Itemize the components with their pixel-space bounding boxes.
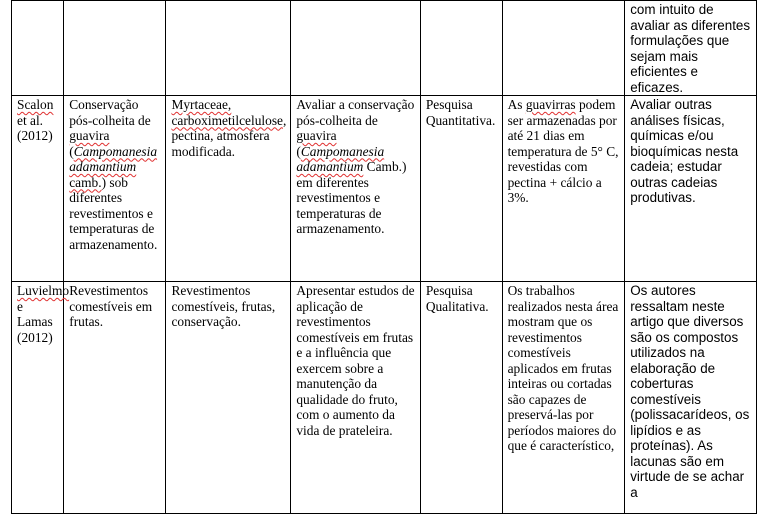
author-year: (2012) xyxy=(17,128,53,143)
table-row xyxy=(12,1,757,96)
objective-text-b: ( xyxy=(296,143,301,159)
cell-results xyxy=(502,1,625,96)
author-name: Scalon xyxy=(17,97,54,112)
cell-objective: Apresentar estudos de aplicação de revestimentos comestíveis em frutas e a influência que exercem sobre a manutenção da qualidade do fruto, com o aumento da vida de prateleira. xyxy=(291,282,420,514)
cell-title: Revestimentos comestíveis em frutas. xyxy=(64,282,166,514)
cell-keywords: Revestimentos comestíveis, frutas, conservação. xyxy=(166,282,291,514)
author-name: Luvielmo xyxy=(17,283,70,298)
keywords-rest: , pectina, atmosfera modificada. xyxy=(171,112,287,159)
cell-author xyxy=(12,282,70,514)
cell-keywords xyxy=(166,1,291,96)
cell-keywords xyxy=(166,96,291,282)
table-row xyxy=(12,96,757,282)
cell-title xyxy=(64,96,166,282)
title-text-a: Conservação pós-colheita de xyxy=(69,97,151,128)
title-word-camb: camb. xyxy=(69,174,102,190)
results-word-guavirras: guavirras xyxy=(525,97,576,112)
cell-objective xyxy=(291,96,420,282)
objective-text-a: Avaliar a conservação pós-colheita de xyxy=(296,97,415,128)
title-text-d: ) sob diferentes revestimentos e temperaturas de armazenamento. xyxy=(69,174,158,252)
objective-word-guavira: guavira xyxy=(296,128,337,143)
literature-table xyxy=(11,0,757,514)
cell-results: Os trabalhos realizados nesta área mostram que os revestimentos comestíveis aplicados em frutas inteiras ou cortadas são capazes de preservá-las por períodos maiores do que é característico, xyxy=(502,282,625,514)
objective-species: Campomanesia adamantium xyxy=(296,143,385,174)
cell-objective xyxy=(291,1,420,96)
cell-gaps: Avaliar outras análises físicas, químicas e/ou bioquímicas nesta cadeia; estudar outras cadeias produtivas. xyxy=(625,96,757,282)
cell-results xyxy=(502,96,625,282)
cell-method xyxy=(420,1,502,96)
author-year: (2012) xyxy=(17,329,53,345)
results-text-a: As xyxy=(507,97,526,112)
results-text-b: podem ser armazenadas por até 21 dias em temperatura de 5° C, revestidas com pectina + cálcio a 3%. xyxy=(507,97,619,205)
objective-text-c: Camb.) em diferentes revestimentos e temperaturas de armazenamento. xyxy=(296,159,407,236)
author-suffix: et al. xyxy=(17,112,44,128)
cell-title xyxy=(64,1,166,96)
title-species: Campomanesia adamantium xyxy=(69,143,158,174)
cell-author xyxy=(12,96,64,282)
author-suffix: e Lamas xyxy=(17,298,53,329)
keywords-underlined: Myrtaceae, carboximetilcelulose xyxy=(171,97,283,128)
cell-author xyxy=(12,1,64,96)
cell-gaps: Os autores ressaltam neste artigo que diversos são os compostos utilizados na elaboração de coberturas comestíveis (polissacarídeos, os lipídios e as proteínas). As lacunas são em virtude de se achar a xyxy=(625,282,757,514)
cell-method: Pesquisa Quantitativa. xyxy=(420,96,502,282)
title-text-b: ( xyxy=(69,143,74,159)
table-row xyxy=(12,282,757,514)
cell-gaps: com intuito de avaliar as diferentes formulações que sejam mais eficientes e eficazes. xyxy=(625,1,757,96)
cell-method: Pesquisa Qualitativa. xyxy=(420,282,502,514)
title-word-guavira: guavira xyxy=(69,128,110,143)
